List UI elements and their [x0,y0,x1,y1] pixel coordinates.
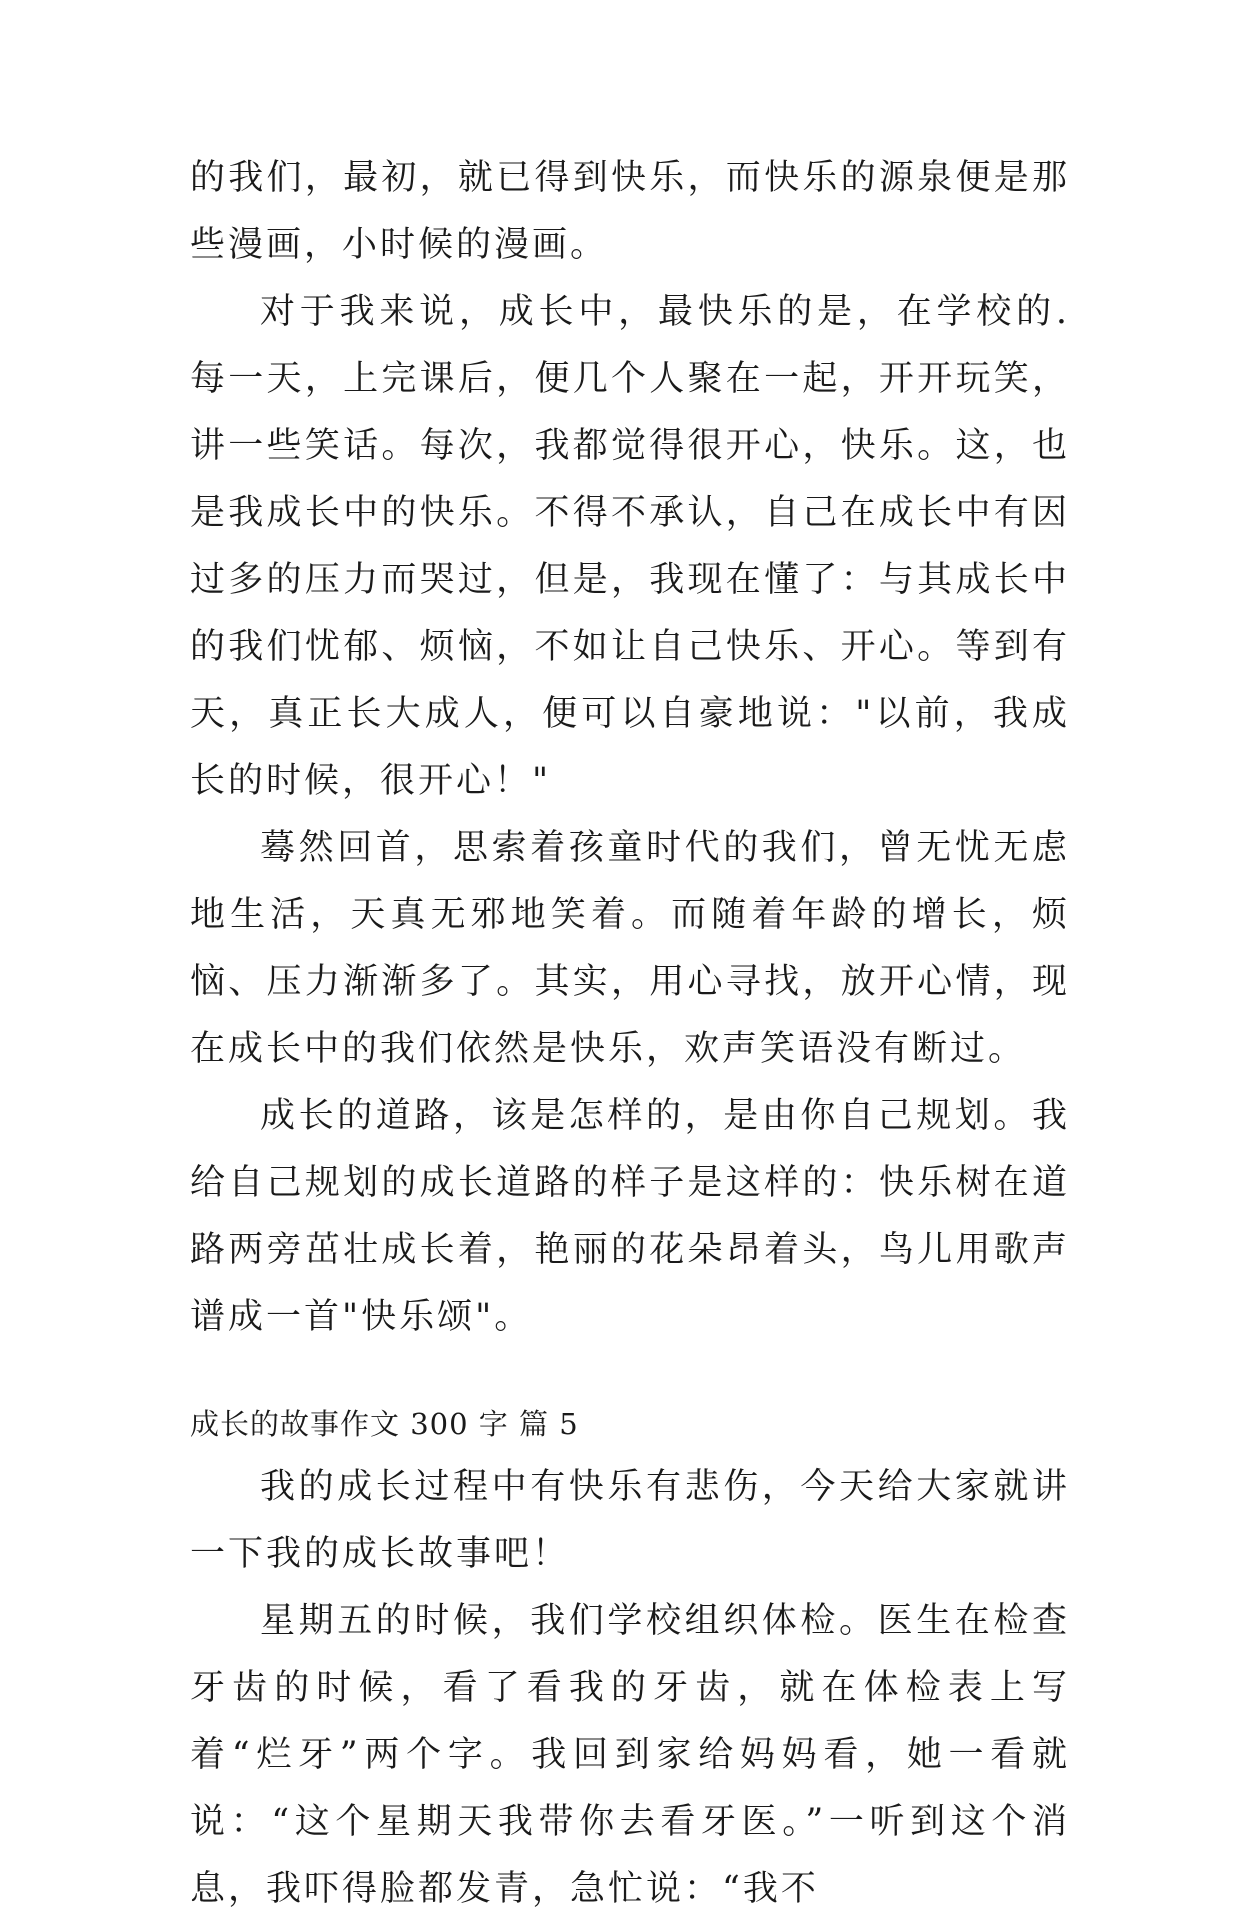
paragraph-looking-back: 蓦然回首，思索着孩童时代的我们，曾无忧无虑地生活，天真无邪地笑着。而随着年龄的增长，烦恼、压力渐渐多了。其实，用心寻找，放开心情，现在成长中的我们依然是快乐，欢声笑语没有断过。 [190,828,1070,1069]
paragraph-intro: 我的成长过程中有快乐有悲伤，今天给大家就讲一下我的成长故事吧！ [190,1467,1070,1574]
paragraph-continuation: 的我们，最初，就已得到快乐，而快乐的源泉便是那些漫画，小时候的漫画。 [190,158,1070,265]
paragraph-growth-road: 成长的道路，该是怎样的，是由你自己规划。我给自己规划的成长道路的样子是这样的：快乐树在道路两旁茁壮成长着，艳丽的花朵昂着头，鸟儿用歌声谱成一首"快乐颂"。 [190,1096,1070,1337]
paragraph-school-fun: 对于我来说，成长中，最快乐的是，在学校的.每一天，上完课后，便几个人聚在一起，开开玩笑，讲一些笑话。每次，我都觉得很开心，快乐。这，也是我成长中的快乐。不得不承认，自己在成长中有因过多的压力而哭过，但是，我现在懂了：与其成长中的我们忧郁、烦恼，不如让自己快乐、开心。等到有天，真正长大成人，便可以自豪地说："以前，我成长的时候，很开心！" [190,292,1070,801]
section-heading: 成长的故事作文 300 字 篇 5 [190,1407,579,1441]
paragraph-checkup-story: 星期五的时候，我们学校组织体检。医生在检查牙齿的时候，看了看我的牙齿，就在体检表上写着“烂牙”两个字。我回到家给妈妈看，她一看就说：“这个星期天我带你去看牙医。”一听到这个消息，我吓得脸都发青，急忙说：“我不 [190,1601,1070,1909]
document-body [190,145,1070,1923]
